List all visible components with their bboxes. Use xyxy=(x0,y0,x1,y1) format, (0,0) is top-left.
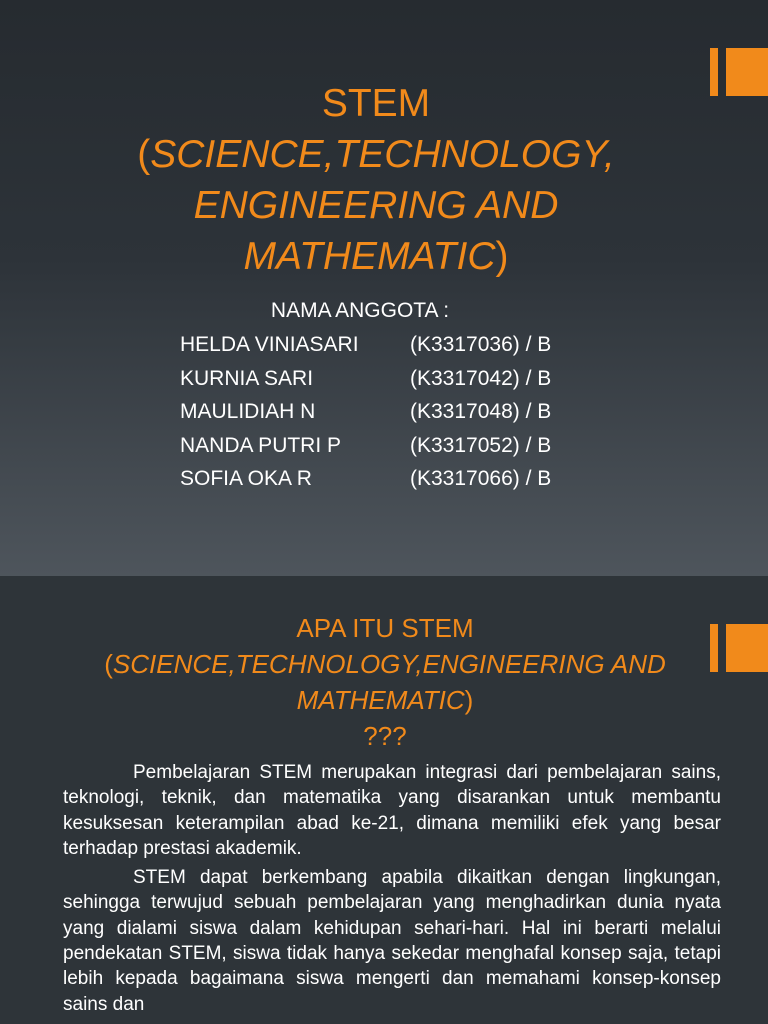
orange-bars-decoration xyxy=(710,624,768,672)
paragraph: Pembelajaran STEM merupakan integrasi dari pembelajaran sains, teknologi, teknik, dan matematika yang disarankan untuk membantu kesuksesan keterampilan abad ke-21, dimana memiliki efek yang besar terhadap prestasi akademik. xyxy=(63,762,721,859)
slide-2-title xyxy=(60,610,710,754)
member-row xyxy=(180,462,640,496)
member-list xyxy=(180,294,640,496)
member-name: NANDA PUTRI P xyxy=(180,433,342,457)
title-italic-text: SCIENCE,TECHNOLOGY,ENGINEERING AND MATHEMATIC xyxy=(112,649,666,715)
orange-bars-decoration xyxy=(710,48,768,96)
member-name: HELDA VINIASARI xyxy=(180,333,359,356)
member-row xyxy=(180,362,640,396)
decoration-bar xyxy=(710,48,718,96)
slide-2-body xyxy=(63,760,721,1021)
title-expansion: (SCIENCE,TECHNOLOGY,ENGINEERING AND MATHEMATIC) xyxy=(104,649,666,715)
title-question-marks: ??? xyxy=(363,721,407,751)
decoration-bar xyxy=(710,624,718,672)
member-row xyxy=(180,328,640,362)
title-italic-text: SCIENCE,TECHNOLOGY, ENGINEERING AND MATHEMATIC xyxy=(150,133,615,278)
member-name: MAULIDIAH N xyxy=(180,400,316,424)
title-expansion: (SCIENCE,TECHNOLOGY, ENGINEERING AND MATHEMATIC) xyxy=(137,133,615,278)
paragraph: STEM dapat berkembang apabila dikaitkan dengan lingkungan, sehingga terwujud sebuah pembelajaran yang menghadirkan dunia nyata yang dialami siswa dalam kehidupan sehari-hari. Hal ini berarti melalui pendekatan STEM, siswa tidak hanya sekedar menghafal konsep saja, tetapi lebih kepada bagaimana siswa mengerti dan memahami konsep-konsep sains dan xyxy=(63,867,721,1015)
member-name: KURNIA SARI xyxy=(180,366,314,390)
member-row xyxy=(180,395,640,429)
slide-1-title xyxy=(60,78,692,282)
decoration-block xyxy=(726,624,768,672)
member-code: (K3317036) / B xyxy=(410,333,552,356)
member-code: (K3317066) / B xyxy=(410,467,552,491)
member-row xyxy=(180,429,640,463)
member-code: (K3317042) / B xyxy=(410,366,552,390)
member-name: SOFIA OKA R xyxy=(180,467,312,491)
title-apa-itu-stem: APA ITU STEM xyxy=(296,613,474,643)
member-code: (K3317052) / B xyxy=(410,433,552,457)
members-heading: NAMA ANGGOTA : xyxy=(270,299,450,322)
member-code: (K3317048) / B xyxy=(410,400,552,424)
title-stem: STEM xyxy=(321,82,431,125)
decoration-block xyxy=(726,48,768,96)
